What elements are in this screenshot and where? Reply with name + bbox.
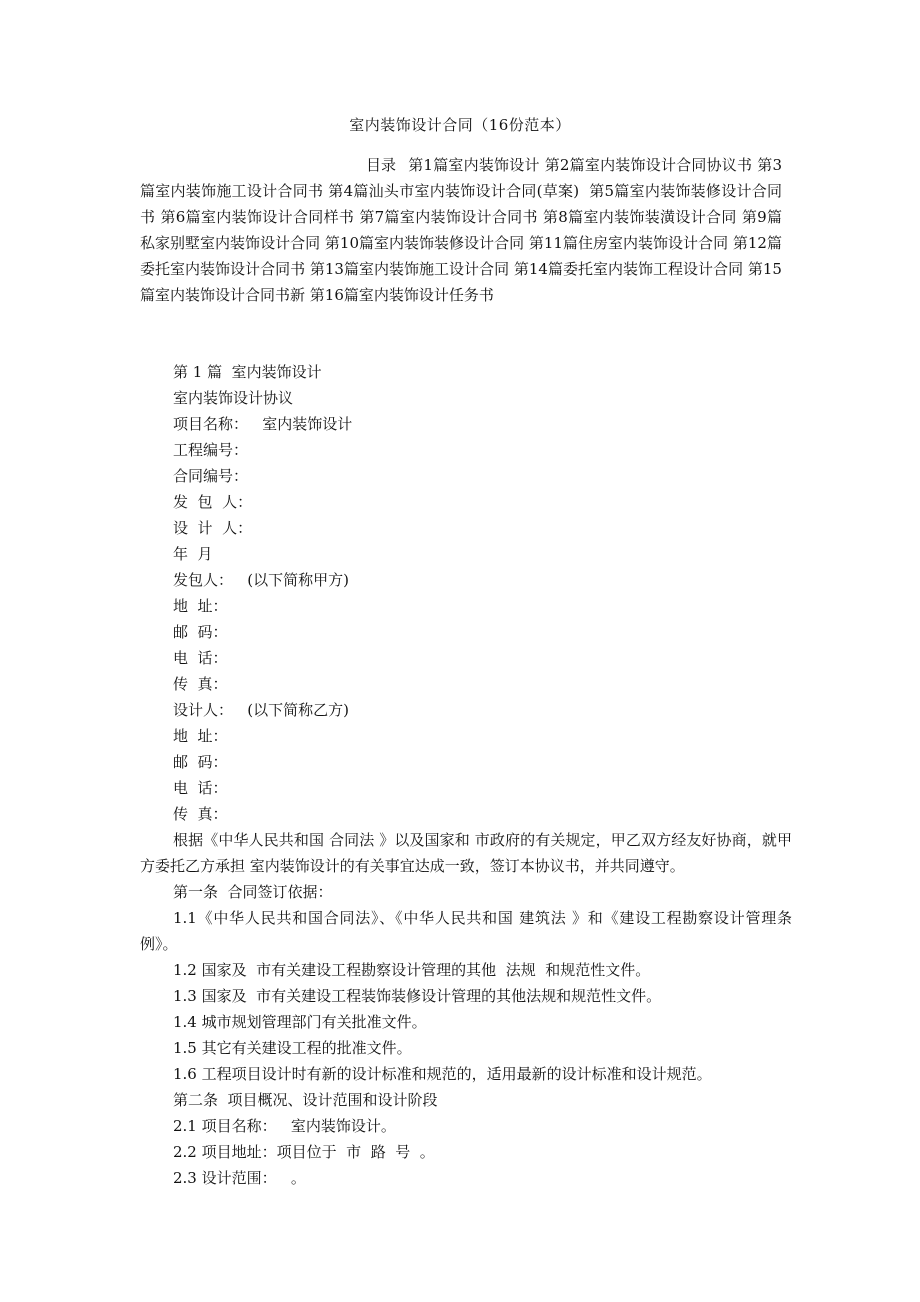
article-1-item: 1.4 城市规划管理部门有关批准文件。	[173, 1013, 427, 1031]
toc-item: 第12篇委托室内装饰设计合同书	[140, 234, 782, 278]
article-1-item: 1.1《中华人民共和国合同法》、《中华人民共和国 建筑法 》和《建设工程勘察设计管理条例》。	[140, 909, 792, 953]
toc-item: 第9篇私家别墅室内装饰设计合同	[140, 208, 783, 252]
article-1-item: 1.5 其它有关建设工程的批准文件。	[173, 1039, 412, 1057]
party-a-postcode: 邮 码：	[173, 623, 228, 641]
document-body	[140, 359, 792, 1191]
toc-item: 第5篇室内装饰装修设计合同书	[140, 182, 782, 226]
party-a-phone: 电 话：	[173, 649, 228, 667]
toc-item: 第16篇室内装饰设计任务书	[309, 286, 494, 304]
section-heading: 第 1 篇 室内装饰设计	[173, 363, 322, 381]
party-a-address: 地 址：	[173, 597, 228, 615]
article-1-item: 1.6 工程项目设计时有新的设计标准和规范的，适用最新的设计标准和设计规范。	[173, 1065, 712, 1083]
table-of-contents	[140, 152, 782, 308]
toc-item: 第4篇汕头市室内装饰设计合同(草案)	[328, 182, 580, 200]
party-b-label: 设计人： (以下简称乙方)	[173, 701, 350, 719]
toc-item: 第6篇室内装饰设计合同样书	[160, 208, 355, 226]
article-2-item: 2.2 项目地址：项目位于 市 路 号 。	[173, 1143, 435, 1161]
field-designer: 设 计 人：	[173, 519, 253, 537]
toc-item: 第15篇室内装饰设计合同书新	[140, 260, 782, 304]
field-date: 年 月	[173, 545, 213, 563]
field-issuer: 发 包 人：	[173, 493, 253, 511]
party-a-label: 发包人： (以下简称甲方)	[173, 571, 350, 589]
agreement-title: 室内装饰设计协议	[173, 389, 294, 407]
article-1-heading: 第一条 合同签订依据：	[173, 883, 333, 901]
article-2-item: 2.3 设计范围： 。	[173, 1169, 306, 1187]
article-1-item: 1.2 国家及 市有关建设工程勘察设计管理的其他 法规 和规范性文件。	[173, 961, 651, 979]
toc-item: 第13篇室内装饰施工设计合同	[309, 260, 510, 278]
toc-item: 第8篇室内装饰装潢设计合同	[542, 208, 737, 226]
party-b-fax: 传 真：	[173, 805, 228, 823]
field-contract-no: 合同编号：	[173, 467, 249, 485]
toc-item: 第7篇室内装饰设计合同书	[359, 208, 538, 226]
toc-item: 第14篇委托室内装饰工程设计合同	[513, 260, 744, 278]
field-project-name: 项目名称： 室内装饰设计	[173, 415, 353, 433]
preamble-paragraph: 根据《中华人民共和国 合同法 》以及国家和 市政府的有关规定，甲乙双方经友好协商，就甲方委托乙方承担 室内装饰设计的有关事宜达成一致，签订本协议书，并共同遵守。	[140, 831, 792, 875]
toc-item: 第10篇室内装饰装修设计合同	[324, 234, 525, 252]
article-2-heading: 第二条 项目概况、设计范围和设计阶段	[173, 1091, 438, 1109]
toc-item: 第2篇室内装饰设计合同协议书	[544, 156, 753, 174]
document-title: 室内装饰设计合同（16份范本）	[349, 116, 571, 134]
field-project-no: 工程编号：	[173, 441, 249, 459]
toc-label: 目录	[365, 156, 396, 174]
party-b-postcode: 邮 码：	[173, 753, 228, 771]
party-b-address: 地 址：	[173, 727, 228, 745]
party-a-fax: 传 真：	[173, 675, 228, 693]
article-2-item: 2.1 项目名称： 室内装饰设计。	[173, 1117, 396, 1135]
toc-item: 第11篇住房室内装饰设计合同	[528, 234, 729, 252]
party-b-phone: 电 话：	[173, 779, 228, 797]
toc-item: 第1篇室内装饰设计	[408, 156, 540, 174]
article-1-item: 1.3 国家及 市有关建设工程装饰装修设计管理的其他法规和规范性文件。	[173, 987, 662, 1005]
toc-item: 第3篇室内装饰施工设计合同书	[140, 156, 782, 200]
